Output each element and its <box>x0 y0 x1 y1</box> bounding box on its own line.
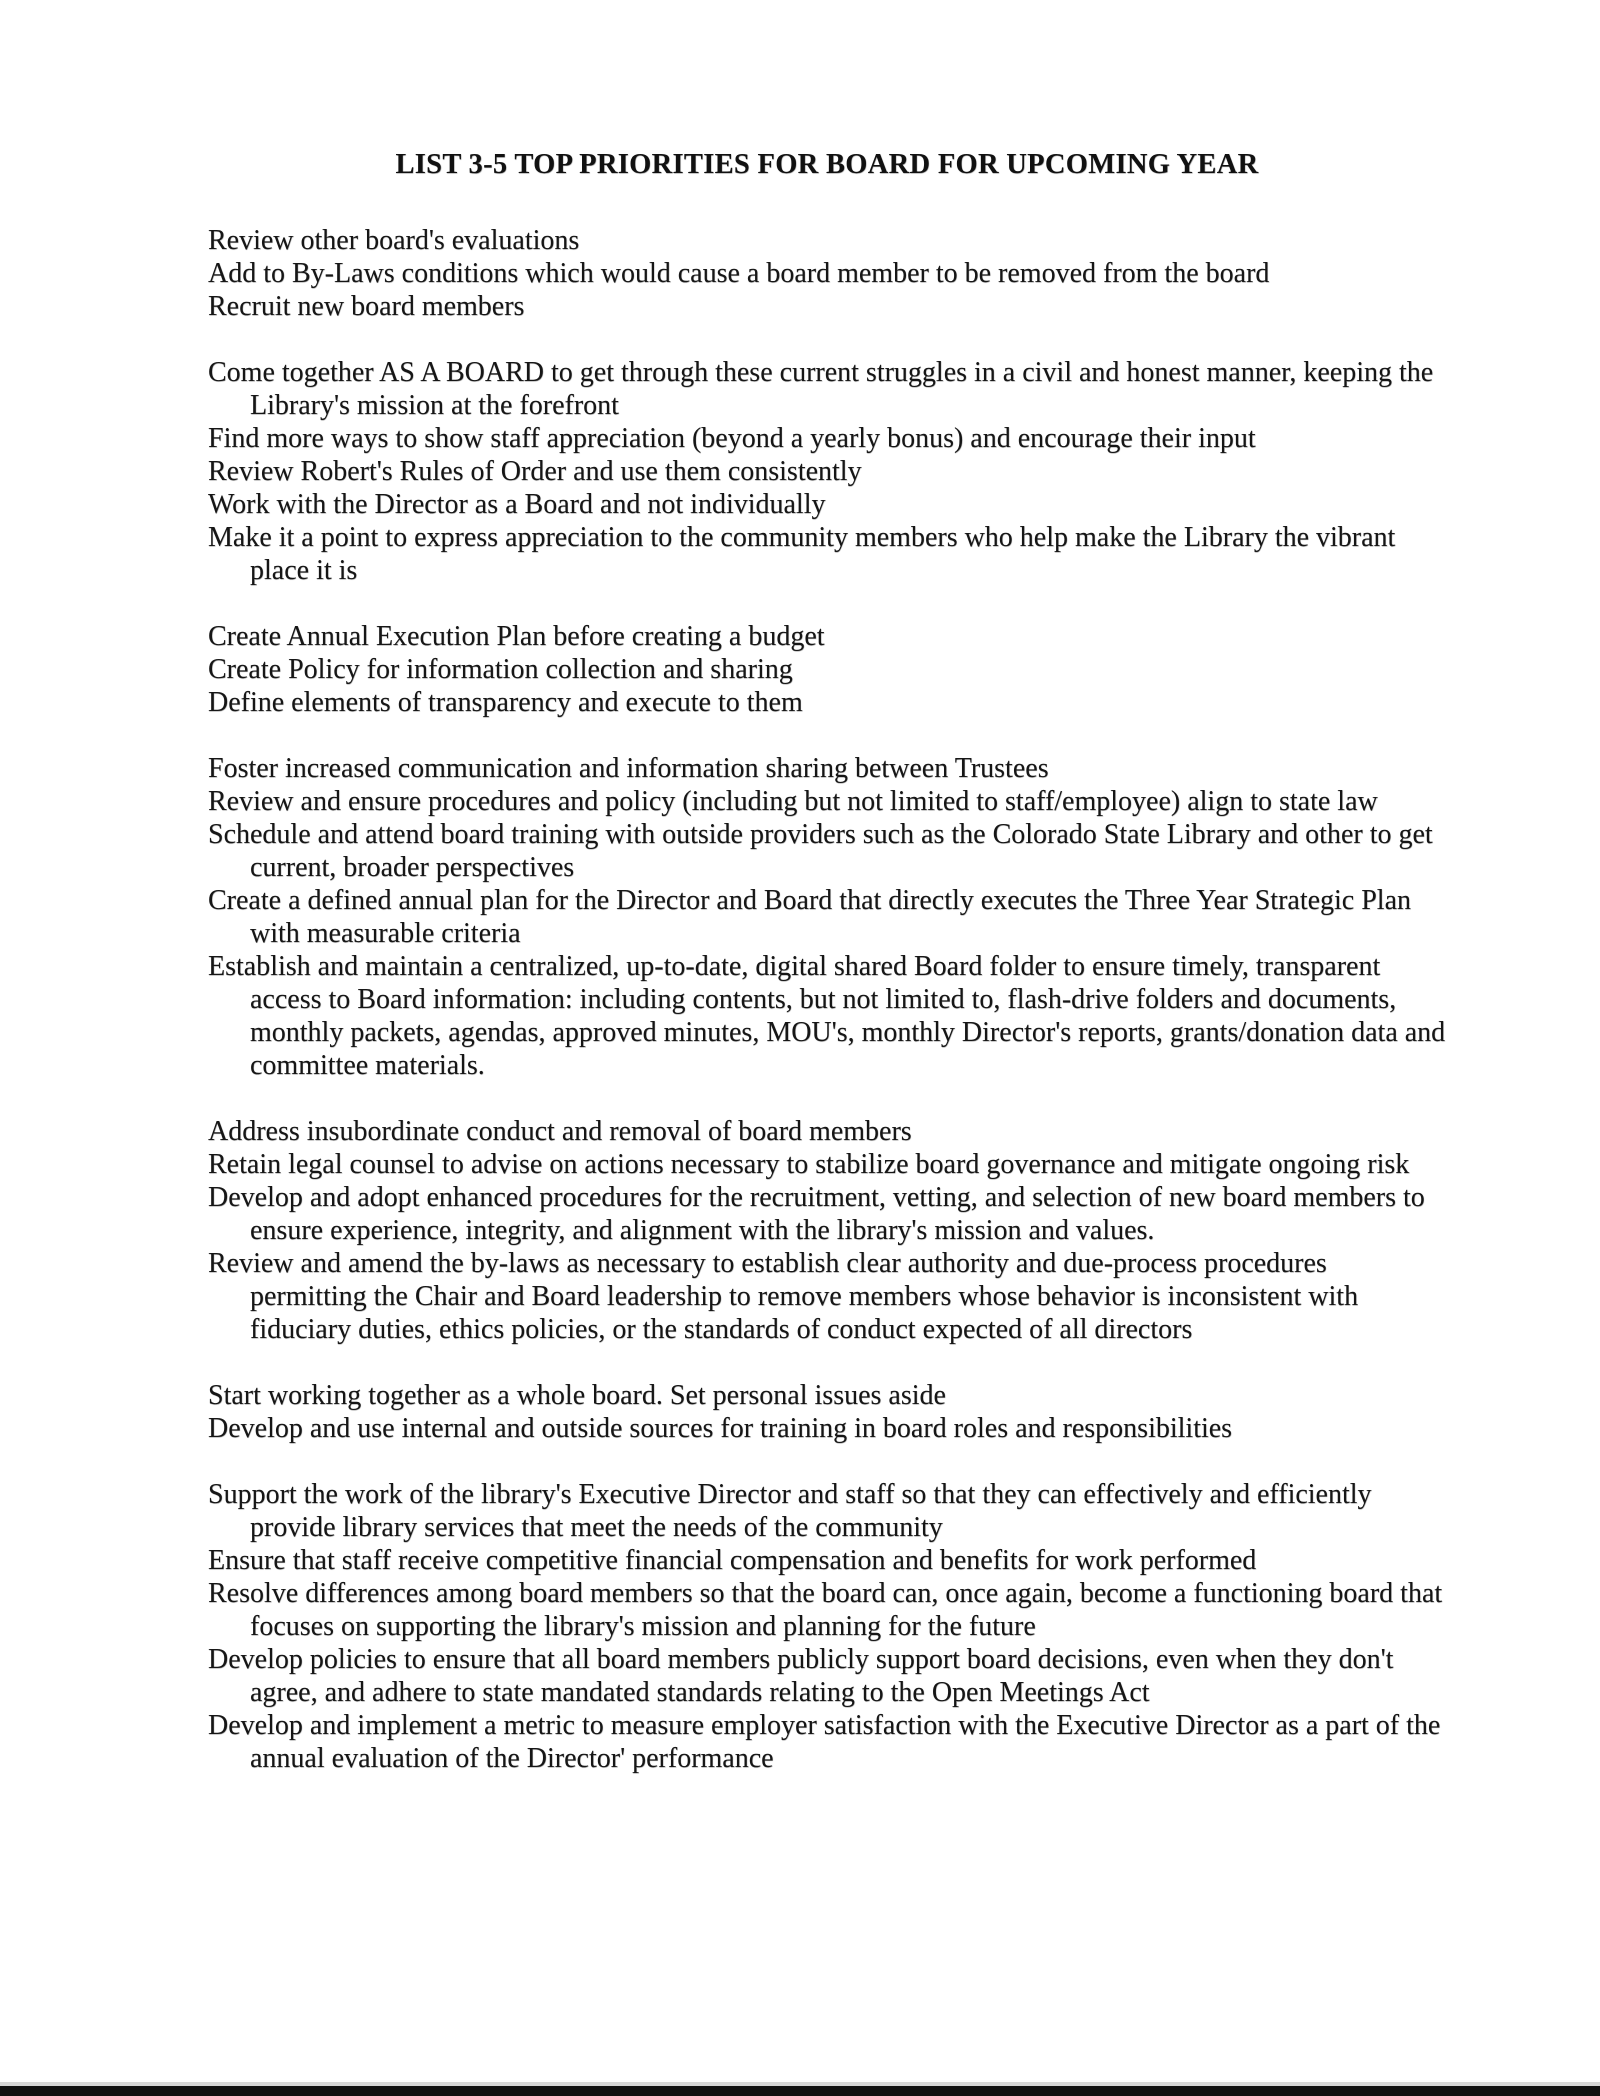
priority-group <box>208 1478 1446 1775</box>
document-content <box>208 146 1446 1775</box>
priority-list <box>208 224 1446 1775</box>
priority-group <box>208 620 1446 719</box>
document-title: LIST 3-5 TOP PRIORITIES FOR BOARD FOR UPCOMING YEAR <box>395 149 1259 180</box>
priority-item: Foster increased communication and information sharing between Trustees <box>208 753 1049 784</box>
priority-item: Add to By-Laws conditions which would cause a board member to be removed from the board <box>208 258 1270 289</box>
priority-item: Retain legal counsel to advise on actions necessary to stabilize board governance and mitigate ongoing risk <box>208 1149 1410 1180</box>
scan-edge <box>0 2082 1600 2096</box>
priority-item: Schedule and attend board training with outside providers such as the Colorado State Library and other to get current, broader perspectives <box>208 819 1433 883</box>
priority-item: Recruit new board members <box>208 291 525 322</box>
priority-item: Review and amend the by-laws as necessary to establish clear authority and due-process procedures permitting the Chair and Board leadership to remove members whose behavior is inconsistent with fiduciary duties, ethics policies, or the standards of conduct expected of all directors <box>208 1248 1359 1345</box>
priority-group <box>208 356 1446 587</box>
priority-item: Establish and maintain a centralized, up-to-date, digital shared Board folder to ensure timely, transparent access to Board information: including contents, but not limited to, flash-drive folders and documents, monthly packets, agendas, approved minutes, MOU's, monthly Director's reports, grants/donation data and committee materials. <box>208 951 1446 1081</box>
priority-item: Ensure that staff receive competitive financial compensation and benefits for work performed <box>208 1545 1257 1576</box>
priority-item: Resolve differences among board members so that the board can, once again, become a functioning board that focuses on supporting the library's mission and planning for the future <box>208 1578 1443 1642</box>
priority-item: Review and ensure procedures and policy (including but not limited to staff/employee) align to state law <box>208 786 1378 817</box>
priority-item: Develop and adopt enhanced procedures for the recruitment, vetting, and selection of new board members to ensure experience, integrity, and alignment with the library's mission and values. <box>208 1182 1425 1246</box>
priority-item: Support the work of the library's Executive Director and staff so that they can effectively and efficiently provide library services that meet the needs of the community <box>208 1479 1372 1543</box>
priority-item: Find more ways to show staff appreciation (beyond a yearly bonus) and encourage their input <box>208 423 1256 454</box>
priority-item: Start working together as a whole board. Set personal issues aside <box>208 1380 946 1411</box>
priority-item: Review Robert's Rules of Order and use them consistently <box>208 456 862 487</box>
priority-item: Come together AS A BOARD to get through these current struggles in a civil and honest manner, keeping the Library's mission at the forefront <box>208 357 1434 421</box>
priority-item: Make it a point to express appreciation to the community members who help make the Library the vibrant place it is <box>208 522 1396 586</box>
priority-group <box>208 1379 1446 1445</box>
priority-item: Develop policies to ensure that all board members publicly support board decisions, even when they don't agree, and adhere to state mandated standards relating to the Open Meetings Act <box>208 1644 1394 1708</box>
priority-group <box>208 752 1446 1082</box>
priority-group <box>208 1115 1446 1346</box>
priority-item: Create Annual Execution Plan before creating a budget <box>208 621 825 652</box>
priority-item: Create Policy for information collection and sharing <box>208 654 793 685</box>
scan-edge-bar <box>0 2086 1600 2096</box>
priority-item: Develop and implement a metric to measure employer satisfaction with the Executive Director as a part of the annual evaluation of the Director' performance <box>208 1710 1441 1774</box>
priority-item: Develop and use internal and outside sources for training in board roles and responsibilities <box>208 1413 1233 1444</box>
priority-item: Create a defined annual plan for the Director and Board that directly executes the Three Year Strategic Plan with measurable criteria <box>208 885 1412 949</box>
priority-item: Address insubordinate conduct and removal of board members <box>208 1116 912 1147</box>
priority-item: Work with the Director as a Board and not individually <box>208 489 826 520</box>
priority-item: Define elements of transparency and execute to them <box>208 687 803 718</box>
priority-group <box>208 224 1446 323</box>
priority-item: Review other board's evaluations <box>208 225 580 256</box>
